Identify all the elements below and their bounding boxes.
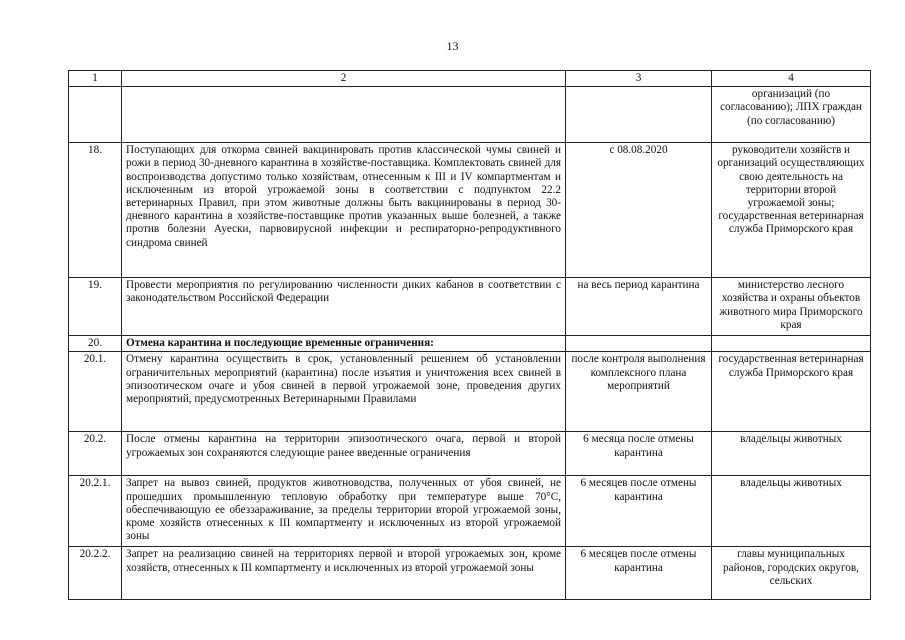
row-responsible: владельцы животных [712, 432, 871, 476]
table-header-row [69, 71, 871, 87]
measures-table [68, 70, 871, 600]
header-cell-2: 2 [122, 71, 566, 87]
row-number: 20. [69, 336, 122, 352]
row-description: После отмены карантина на территории эпизоотического очага, первой и второй угрожаемых зон сохраняются следующие ранее введенные ограничения [122, 432, 566, 476]
row-number: 20.2.1. [69, 476, 122, 547]
row-term: 6 месяцев после отмены карантина [566, 476, 712, 547]
table-row [69, 352, 871, 432]
header-cell-4: 4 [712, 71, 871, 87]
row-term: 6 месяца после отмены карантина [566, 432, 712, 476]
section-heading: Отмена карантина и последующие временные ограничения: [122, 336, 566, 352]
row-number [69, 87, 122, 143]
table-row [69, 432, 871, 476]
row-term [566, 336, 712, 352]
row-responsible: владельцы животных [712, 476, 871, 547]
table-row [69, 336, 871, 352]
row-number: 18. [69, 143, 122, 278]
row-responsible: государственная ветеринарная служба Приморского края [712, 352, 871, 432]
row-responsible: главы муниципальных районов, городских округов, сельских [712, 547, 871, 600]
row-term: на весь период карантина [566, 278, 712, 336]
table-row [69, 476, 871, 547]
row-description: Запрет на реализацию свиней на территориях первой и второй угрожаемых зон, кроме хозяйств, отнесенных к III компартменту и исключенных из второй угрожаемой зоны [122, 547, 566, 600]
row-description: Провести мероприятия по регулированию численности диких кабанов в соответствии с законодательством Российской Федерации [122, 278, 566, 336]
row-description: Отмену карантина осуществить в срок, установленный решением об установлении ограничительных мероприятий (карантина) после изъятия и уничтожения всех свиней в эпизоотическом очаге и убоя свиней в первой угрожаемой зоне, проведения других мероприятий, предусмотренных Ветеринарными Правилами [122, 352, 566, 432]
row-number: 20.1. [69, 352, 122, 432]
row-responsible: организаций (по согласованию); ЛПХ граждан (по согласованию) [712, 87, 871, 143]
row-description [122, 87, 566, 143]
header-cell-3: 3 [566, 71, 712, 87]
table-row [69, 87, 871, 143]
table-row [69, 278, 871, 336]
row-term: 6 месяцев после отмены карантина [566, 547, 712, 600]
row-description: Запрет на вывоз свиней, продуктов животноводства, полученных от убоя свиней, не прошедших промышленную тепловую обработку при температуре выше 70°С, обеспечивающую ее обеззараживание, за пределы территории второй угрожаемой зоны, кроме хозяйств отнесенных к III компартменту и исключенных из второй угрожаемой зоны [122, 476, 566, 547]
row-responsible: руководители хозяйств и организаций осуществляющих свою деятельность на территории второй угрожаемой зоны; государственная ветеринарная служба Приморского края [712, 143, 871, 278]
header-cell-1: 1 [69, 71, 122, 87]
row-description: Поступающих для откорма свиней вакцинировать против классической чумы свиней и рожи в период 30-дневного карантина в хозяйстве-поставщика. Комплектовать свиней для воспроизводства допустимо только хозяйствам, отнесенным к III и IV компартментам и исключенным из второй угрожаемой зоны в соответствии с подпунктом 22.2 ветеринарных Правил, при этом животные должны быть вакцинированы в период 30-дневного карантина в хозяйстве-поставщике против указанных выше болезней, а также против болезни Ауески, парвовирусной инфекции и респираторно-репродуктивного синдрома свиней [122, 143, 566, 278]
table-row [69, 547, 871, 600]
row-term: с 08.08.2020 [566, 143, 712, 278]
row-number: 19. [69, 278, 122, 336]
table-row [69, 143, 871, 278]
page-number: 13 [446, 39, 459, 53]
row-number: 20.2.2. [69, 547, 122, 600]
row-number: 20.2. [69, 432, 122, 476]
row-responsible: министерство лесного хозяйства и охраны объектов животного мира Приморского края [712, 278, 871, 336]
row-term [566, 87, 712, 143]
row-term: после контроля выполнения комплексного плана мероприятий [566, 352, 712, 432]
row-responsible [712, 336, 871, 352]
